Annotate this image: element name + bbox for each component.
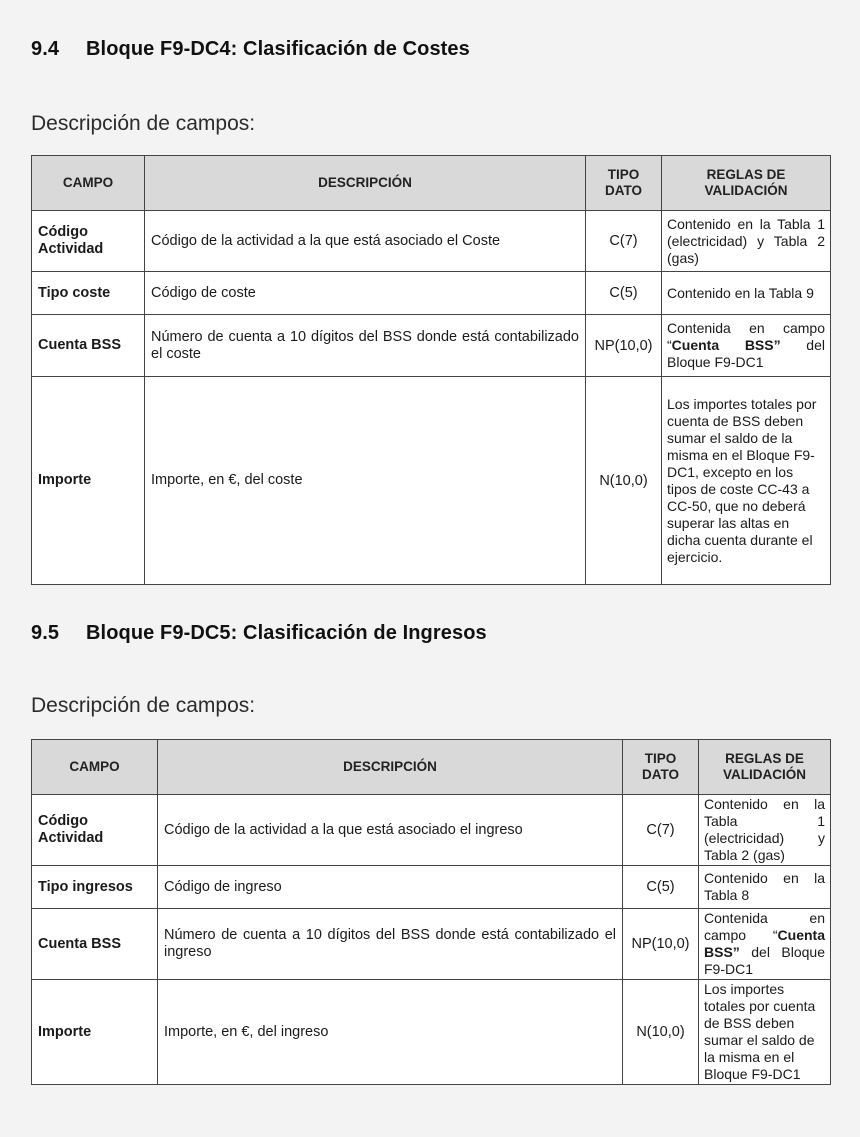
cell-reglas: Los importes totales por cuenta de BSS deben sumar el saldo de la misma en el Bloque F9-DC1, excepto en los tipos de coste CC-43 a CC-50, que no deberá superar las altas en dicha cuenta durante el ejercicio. xyxy=(662,377,831,585)
header-reglas-validacion: REGLAS DE VALIDACIÓN xyxy=(662,156,831,211)
header-descripcion: DESCRIPCIÓN xyxy=(145,156,586,211)
table-header-row xyxy=(32,156,831,211)
cell-tipo: NP(10,0) xyxy=(623,909,699,980)
fields-table-dc5 xyxy=(31,739,831,1085)
cell-campo: Cuenta BSS xyxy=(32,315,145,377)
cell-reglas xyxy=(662,315,831,377)
section-number: 9.4 xyxy=(31,38,60,60)
table-row xyxy=(32,795,831,866)
cell-reglas: Contenido en la Tabla 9 xyxy=(662,272,831,315)
cell-descripcion: Importe, en €, del coste xyxy=(145,377,586,585)
cell-tipo: N(10,0) xyxy=(623,980,699,1085)
cell-reglas: Contenido en la Tabla 8 xyxy=(699,866,831,909)
header-campo: CAMPO xyxy=(32,740,158,795)
cell-tipo: C(7) xyxy=(623,795,699,866)
header-reglas-validacion: REGLAS DE VALIDACIÓN xyxy=(699,740,831,795)
cell-descripcion: Código de la actividad a la que está asociado el ingreso xyxy=(158,795,623,866)
section-title: Bloque F9-DC4: Clasificación de Costes xyxy=(86,38,470,60)
cell-campo: Código Actividad xyxy=(32,211,145,272)
table-row xyxy=(32,272,831,315)
cell-descripcion: Número de cuenta a 10 dígitos del BSS donde está contabilizado el coste xyxy=(145,315,586,377)
cell-descripcion: Código de la actividad a la que está asociado el Coste xyxy=(145,211,586,272)
section-heading-9-4 xyxy=(31,38,470,61)
table-row xyxy=(32,377,831,585)
section-heading-9-5 xyxy=(31,622,487,645)
cell-descripcion: Número de cuenta a 10 dígitos del BSS donde está contabilizado el ingreso xyxy=(158,909,623,980)
table-row xyxy=(32,909,831,980)
table-row xyxy=(32,211,831,272)
reglas-text: Contenida en campo “ xyxy=(667,320,825,353)
cell-tipo: C(5) xyxy=(586,272,662,315)
reglas-text: del Bloque F9-DC1 xyxy=(704,944,825,977)
header-descripcion: DESCRIPCIÓN xyxy=(158,740,623,795)
cell-reglas: Contenido en la Tabla 1 (electricidad) y Tabla 2 (gas) xyxy=(699,795,831,866)
cell-reglas: Contenido en la Tabla 1 (electricidad) y Tabla 2 (gas) xyxy=(662,211,831,272)
header-tipo-dato: TIPO DATO xyxy=(586,156,662,211)
header-tipo-dato: TIPO DATO xyxy=(623,740,699,795)
cell-reglas: Los importes totales por cuenta de BSS deben sumar el saldo de la misma en el Bloque F9-DC1 xyxy=(699,980,831,1085)
cell-tipo: C(5) xyxy=(623,866,699,909)
cell-campo: Importe xyxy=(32,980,158,1085)
cell-campo: Tipo ingresos xyxy=(32,866,158,909)
table-row xyxy=(32,315,831,377)
cell-tipo: C(7) xyxy=(586,211,662,272)
table-row xyxy=(32,866,831,909)
cell-campo: Importe xyxy=(32,377,145,585)
cell-tipo: NP(10,0) xyxy=(586,315,662,377)
section-title: Bloque F9-DC5: Clasificación de Ingresos xyxy=(86,622,487,644)
cell-reglas xyxy=(699,909,831,980)
fields-table-dc4 xyxy=(31,155,831,585)
cell-tipo: N(10,0) xyxy=(586,377,662,585)
reglas-field-name: Cuenta BSS” xyxy=(671,337,781,353)
table-header-row xyxy=(32,740,831,795)
cell-descripcion: Importe, en €, del ingreso xyxy=(158,980,623,1085)
section-number: 9.5 xyxy=(31,622,60,644)
reglas-field-name: Cuenta BSS” xyxy=(704,927,825,960)
cell-descripcion: Código de coste xyxy=(145,272,586,315)
cell-campo: Tipo coste xyxy=(32,272,145,315)
fields-description-heading: Descripción de campos: xyxy=(31,112,256,135)
header-campo: CAMPO xyxy=(32,156,145,211)
fields-description-heading: Descripción de campos: xyxy=(31,694,256,717)
table-row xyxy=(32,980,831,1085)
cell-campo: Código Actividad xyxy=(32,795,158,866)
reglas-text: del Bloque F9-DC1 xyxy=(667,337,825,370)
reglas-text: Contenida en campo “ xyxy=(704,910,825,943)
cell-descripcion: Código de ingreso xyxy=(158,866,623,909)
cell-campo: Cuenta BSS xyxy=(32,909,158,980)
